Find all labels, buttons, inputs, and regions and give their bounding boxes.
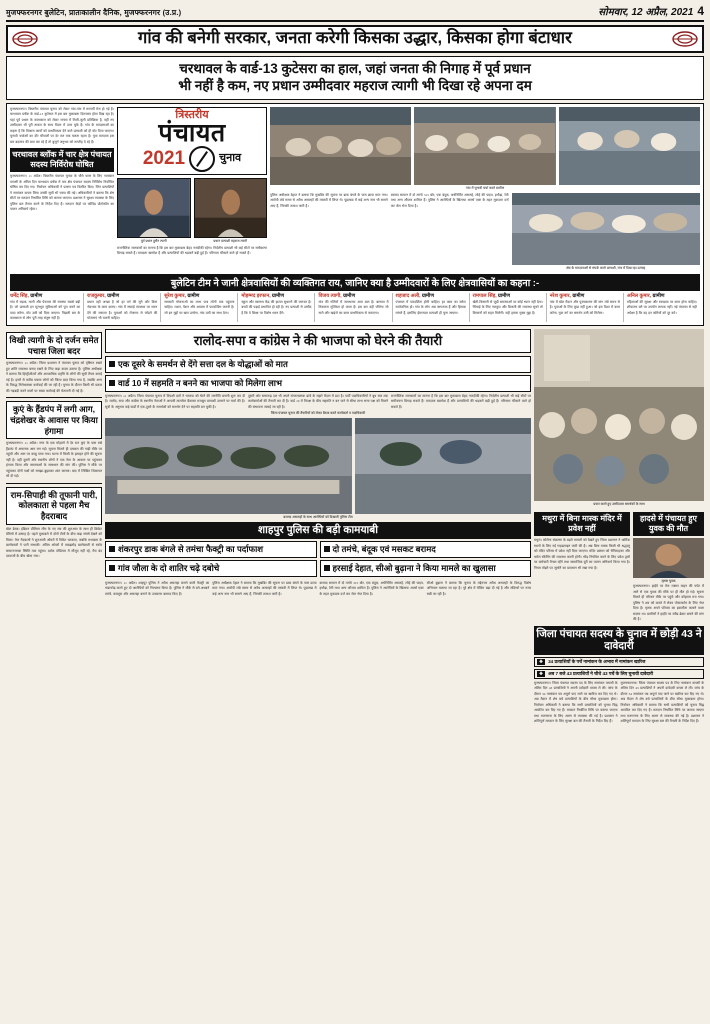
- police-body-2: पुलिस अधीक्षक देहात ने बताया कि मुखबिर की सूचना पर डाक बंगले के पास छापा मारा गया। आरोपी लंबे समय से अवैध असलहों की तस्करी में लिप्त थे। पूछताछ में कई अन्य नाम भी सामने आए हैं, जिनकी तलाश जारी है।: [212, 580, 317, 596]
- opinion-name: अनिल कुमार,: [626, 292, 652, 299]
- zila-body-columns: [534, 681, 704, 725]
- bullet-square-icon: [109, 380, 115, 386]
- police-subheads-2: [105, 560, 531, 579]
- police-photo-right-image: [355, 418, 531, 514]
- politics-body-1: मुजफ्फरनगर। 11 अप्रैल। जिला पंचायत चुनाव में विपक्षी दलों ने भाजपा को घेरने की रणनीति बनानी शुरू कर दी है। रालोद, सपा और कांग्रेस के स्थानीय नेताओं ने आपसी तालमेल बैठाकर मजबूत प्रत्याशी उतारने पर चर्चा की है। सूत्रों के अनुसार कई वार्डों में एक-दूसरे के समर्थकों को समर्थन देने पर सहमति बन चुकी है।: [105, 393, 245, 409]
- opinion-text: गांव की गलियों में जलभराव आम बात है। बरसात में निकलना मुश्किल हो जाता है। इस बार वही जीतेगा जो नाले और खड़ंजे का काम प्राथमिकता से कराएगा।: [318, 299, 389, 315]
- sub-headline-line1: चरथावल के वार्ड-13 कुटेसरा का हाल, जहां जनता की निगाह में पूर्व प्रधान: [179, 61, 531, 76]
- police-body-1: मुजफ्फरनगर। 11 अप्रैल। शाहपुर पुलिस ने अवैध असलहा बनाने वाली फैक्ट्री का भंडाफोड़ करते हुए दो आरोपियों को गिरफ्तार किया है। पुलिस ने मौके से बने-अधबने तमंचे, कारतूस और असलहा बनाने के उपकरण बरामद किए हैं।: [105, 580, 210, 596]
- police-body-4: सीओ बुढ़ाना ने बताया कि चुनाव के मद्देनजर अवैध असलहों के विरुद्ध विशेष अभियान चलाया जा रहा है। पूरे क्षेत्र में चेकिंग बढ़ा दी गई है और संदिग्धों पर नजर रखी जा रही है।: [426, 580, 531, 596]
- ornament-left-icon: [12, 30, 38, 48]
- politics-body-2: दूसरी ओर सत्तारूढ़ दल भी अपने संगठनात्मक ढांचे के सहारे मैदान में डटा है। पार्टी पदाधिकारियों ने बूथ स्तर तक कार्यकर्ताओं की तैनाती कर दी है। वार्ड 10 में विपक्ष के बीच सहमति न बन पाने से सीधा लाभ सत्ता पक्ष को मिलने की संभावना जताई जा रही है।: [248, 393, 388, 409]
- zila-point-1-text: 34 प्रत्याशियों के पर्चे नामांकन के अभाव में नामांकन खारिज: [548, 658, 646, 664]
- opinion-role: ग्रामीण: [572, 292, 585, 299]
- zila-body-1: मुजफ्फरनगर। जिला पंचायत सदस्य पद के लिए नामांकन वापसी के अंतिम दिन 43 प्रत्याशियों ने अपनी दावेदारी वापस ले ली। जांच के दौरान 34 नामांकन पत्र अपूर्ण पाए जाने पर खारिज कर दिए गए थे। अब मैदान में शेष बचे प्रत्याशियों के बीच सीधा मुकाबला होगा। निर्वाचन अधिकारी ने बताया कि सभी प्रत्याशियों को चुनाव चिह्न आवंटित कर दिए गए हैं। मतदान निर्धारित तिथि पर कराया जाएगा तथा मतगणना के लिए अलग से व्यवस्था की गई है। प्रशासन ने शांतिपूर्ण मतदान के लिए सुरक्षा बल की तैनाती के निर्देश दिए हैं।: [534, 680, 618, 724]
- logo-line-4: चुनाव: [219, 152, 242, 165]
- publication-date: सोमवार, 12 अप्रैल, 2021: [598, 7, 694, 18]
- photo-bottom-right: [512, 193, 700, 265]
- opinion-role: ग्रामीण: [107, 292, 120, 299]
- opinion-role: ग्रामीण: [343, 292, 356, 299]
- police-headline: शाहपुर पुलिस की बड़ी कामयाबी: [105, 522, 531, 539]
- right-news-column: [534, 329, 704, 725]
- politics-bullet-1: [105, 356, 531, 373]
- politics-headline: रालोद-सपा व कांग्रेस ने की भाजपा को घेरने की तैयारी: [105, 329, 531, 353]
- opinion-item: [627, 293, 700, 322]
- accident-photo: [633, 538, 704, 578]
- story-heading-handpump-fire: कुएं के हैंडपंप में लगी आग, चंद्रशेखर के आवास पर किया हंगामा: [6, 401, 102, 439]
- opinion-text: स्कूल और स्वास्थ्य केंद्र की हालत सुधारने की जरूरत है। बच्चों की पढ़ाई प्रभावित हो रही है। नए प्रत्याशी से उम्मीद है कि वे शिक्षा पर विशेष ध्यान देंगे।: [241, 299, 312, 315]
- accident-body: मुजफ्फरनगर। हाईवे पर तेज रफ्तार वाहन की चपेट में आने से एक युवक की मौके पर ही मौत हो गई। सूचना मिलते ही परिजन मौके पर पहुंचे और कोहराम मच गया। पुलिस ने शव को कब्जे में लेकर पोस्टमार्टम के लिए भेज दिया है। मृतक अपने परिवार का इकलौता कमाने वाला सदस्य था। ग्रामीणों ने हाईवे पर स्पीड ब्रेकर बनाने की मांग की है।: [632, 584, 704, 622]
- police-photo-left: [105, 418, 352, 514]
- masthead: [6, 4, 704, 22]
- story-body-cricket: खेल डेस्क। इंडियन प्रीमियर लीग के नए सत्र की शुरुआत के साथ ही क्रिकेट प्रेमियों में उत्साह है। पहले मुकाबले में दोनों टीमों के बीच कड़ा संघर्ष देखने को मिला। तेज गेंदबाजों ने शुरुआती ओवरों में विकेट चटकाए, जबकि मध्यक्रम के बल्लेबाजों ने पारी संभाली। अंतिम ओवरों में ताबड़तोड़ बल्लेबाजी से स्कोर सम्मानजनक स्थिति तक पहुंचा। दर्शक स्टेडियम में मौजूद नहीं रहे, मैच बंद दरवाजों के बीच खेला गया।: [6, 526, 102, 559]
- politics-bullet-1-text: एक दूसरे के समर्थन से देंगे सत्ता दल के योद्धाओं को मात: [118, 358, 288, 369]
- portrait-right-caption: प्रधान प्रत्याशी महराज त्यागी: [213, 238, 248, 243]
- crowd-photo-image: [534, 329, 704, 501]
- middle-news-column: [105, 329, 531, 725]
- photo-top-left: [270, 107, 411, 185]
- logo-line-1: त्रिस्तरीय: [175, 108, 209, 121]
- lead-column-b-text: राजनीतिक जानकारों का मानना है कि इस बार मुकाबला बेहद नजदीकी रहेगा। निर्दलीय प्रत्याशी भी कई सीटों पर समीकरण बिगाड़ सकते हैं। मतदाता खामोश हैं और प्रत्याशियों की धड़कनें बढ़ी हुई हैं। परिणाम चौंकाने वाले हो सकते हैं।: [117, 245, 267, 256]
- opinion-name: धर्मेंद्र सिंह,: [10, 292, 29, 299]
- left-news-column: [6, 329, 102, 725]
- crowd-photo-caption: प्रचार करते हुए उम्मीदवार समर्थकों के साथ: [593, 501, 645, 506]
- photo-top-right: [559, 107, 700, 185]
- police-body-columns: [105, 581, 531, 598]
- portrait-left-caption: पूर्व प्रधान हुसैन त्यागी: [140, 238, 167, 243]
- opinion-text: सरकारी योजनाओं का लाभ पात्र लोगों तक पहुंचना चाहिए। राशन, पेंशन और आवास में पारदर्शिता जरूरी है। जो इन मुद्दों पर खरा उतरेगा, गांव उसी का साथ देगा।: [164, 299, 235, 315]
- banner-headline-box: [6, 25, 704, 53]
- bulletin-opinion-strip-title: बुलेटिन टीम ने जानी क्षेत्रवासियों की व्यक्तिगत राय, जानिए क्या है उम्मीदवारों के लिए क्षेत्रवासियों का कहना :-: [10, 274, 700, 291]
- sub-headline-line2: भी नहीं है कम, नए प्रधान उम्मीदवार महराज त्यागी भी दिखा रहे अपना दम: [178, 77, 532, 93]
- bullet-square-icon: [324, 546, 330, 552]
- opinion-name: शहजाद अली,: [395, 292, 421, 299]
- police-photo-left-image: [105, 418, 352, 514]
- zila-point-2-text: अब 7 बजे 43 प्रत्याशियों ने चौथे 43 पर्चे के लिए चुनावी दावेदारी: [548, 670, 654, 676]
- politics-body-3: राजनीतिक जानकारों का मानना है कि इस बार मुकाबला बेहद नजदीकी रहेगा। निर्दलीय प्रत्याशी भी कई सीटों पर समीकरण बिगाड़ सकते हैं। मतदाता खामोश हैं और प्रत्याशियों की धड़कनें बढ़ी हुई हैं। परिणाम चौंकाने वाले हो सकते हैं।: [391, 393, 531, 409]
- opinion-name: राजकुमार,: [87, 292, 106, 299]
- zila-point-2: [534, 669, 704, 679]
- nirvirodh-box-heading: चरथावल ब्लॉक में चार क्षेत्र पंचायत सदस्य निर्विरोध घोषित: [10, 148, 114, 172]
- zila-headline: जिला पंचायत सदस्य के चुनाव में छोड़ी 43 ने दावेदारी: [534, 626, 704, 655]
- right-two-stories: [534, 509, 704, 623]
- lead-text-column: [10, 107, 114, 271]
- photo-column-text-1: पुलिस अधीक्षक देहात ने बताया कि मुखबिर की सूचना पर डाक बंगले के पास छापा मारा गया। आरोपी लंबे समय से अवैध असलहों की तस्करी में लिप्त थे। पूछताछ में कई अन्य नाम भी सामने आए हैं, जिनकी तलाश जारी है।: [270, 192, 388, 208]
- photo-column: [270, 107, 700, 271]
- opinion-name: मोहम्मद इरफान,: [241, 292, 271, 299]
- lead-story-block: [6, 103, 704, 326]
- opinion-text: प्रधान वही अच्छा है जो हर वर्ग की सुने और बिना भेदभाव के काम कराए। गांव में सफाई व्यवस्था पर ध्यान देने की जरूरत है। युवाओं को रोजगार से जोड़ने की योजनाएं भी चलनी चाहिए।: [87, 299, 158, 321]
- opinion-item: [164, 293, 238, 322]
- police-sub-1-text: शंकरपुर डाक बंगले से तमंचा फैक्ट्री का पर्दाफाश: [118, 543, 264, 554]
- photo-top-middle-image: [414, 107, 555, 185]
- opinion-item: [10, 293, 84, 322]
- top-photo-caption: गांव में चुनावी चर्चा करते ग्रामीण: [465, 185, 505, 190]
- point-marker-icon: ❖: [539, 658, 544, 664]
- mathura-body: मथुरा। कोरोना संक्रमण के बढ़ते मामलों को देखते हुए जिला प्रशासन ने धार्मिक स्थलों के लिए नई गाइडलाइन जारी की है। अब बिना मास्क किसी भी श्रद्धालु को मंदिर परिसर में प्रवेश नहीं दिया जाएगा। मंदिर प्रबंधन को सैनिटाइजर और थर्मल स्कैनिंग की व्यवस्था करनी होगी। भीड़ नियंत्रित करने के लिए प्रवेश द्वारों पर कर्मचारी तैनात रहेंगे तथा सामाजिक दूरी का पालन अनिवार्य किया गया है। नियम तोड़ने पर जुर्माने का प्रावधान भी रखा गया है।: [534, 538, 630, 570]
- opinion-name: विजय त्यागी,: [318, 292, 342, 299]
- accident-photo-image: [633, 538, 704, 578]
- logo-and-text-column: [117, 107, 267, 271]
- photo-bottom-right-image: [512, 193, 700, 265]
- lower-section: [6, 329, 704, 725]
- accident-photo-caption: मृतक युवक: [661, 579, 676, 584]
- politics-photo-caption: जिला पंचायत चुनाव की तैयारियों को लेकर बैठक करते कार्यकर्ता व पदाधिकारी: [270, 411, 366, 416]
- opinion-text: गांव में सड़क, नाली और पेयजल की समस्या सबसे बड़ी है। जो प्रत्याशी इन मूलभूत सुविधाओं को पूरा करने का वादा करेगा, वोट उसी को दिया जाएगा। पिछली बार के कामकाज से लोग पूरी तरह संतुष्ट नहीं हैं।: [10, 299, 81, 321]
- opinion-item: [396, 293, 470, 322]
- story-heading-cricket: राम-सिपाही की तूफानी पारी, कोलकाता से पहला मैच हैदराबाद: [6, 487, 102, 525]
- portrait-photo-left: [117, 178, 191, 238]
- photo-top-middle: [414, 107, 555, 185]
- accident-headline: हादसे में पंचायत हुए युवक की मौत: [633, 512, 704, 536]
- portrait-photo-right: [194, 178, 268, 238]
- opinion-role: ग्रामीण: [187, 292, 200, 299]
- mathura-headline: मथुरा में बिना मास्क मंदिर में प्रवेश नहीं: [534, 512, 630, 536]
- zila-body-2: मुजफ्फरनगर। जिला पंचायत सदस्य पद के लिए नामांकन वापसी के अंतिम दिन 43 प्रत्याशियों ने अपनी दावेदारी वापस ले ली। जांच के दौरान 34 नामांकन पत्र अपूर्ण पाए जाने पर खारिज कर दिए गए थे। अब मैदान में शेष बचे प्रत्याशियों के बीच सीधा मुकाबला होगा। निर्वाचन अधिकारी ने बताया कि सभी प्रत्याशियों को चुनाव चिह्न आवंटित कर दिए गए हैं। मतदान निर्धारित तिथि पर कराया जाएगा तथा मतगणना के लिए अलग से व्यवस्था की गई है। प्रशासन ने शांतिपूर्ण मतदान के लिए सुरक्षा बल की तैनाती के निर्देश दिए हैं।: [620, 680, 704, 724]
- politics-bullet-2: [105, 375, 531, 392]
- opinion-item: [87, 293, 161, 322]
- top-photo-row: [270, 107, 700, 185]
- sub-headline-box: [6, 56, 704, 100]
- police-photo-row: [105, 418, 531, 514]
- police-photo-caption: बरामद असलहों के साथ आरोपियों को दिखाती पुलिस टीम: [283, 515, 353, 520]
- police-sub-3: [105, 560, 317, 577]
- bullet-square-icon: [109, 565, 115, 571]
- police-body-3: बरामद सामान में दो तमंचे 315 बोर, एक बंदूक, अर्धनिर्मित असलहे, लोहे की पाइप, हथौड़ा, रेती तथा अन्य औजार शामिल हैं। पुलिस ने आरोपियों के खिलाफ आर्म्स एक्ट के तहत मुकदमा दर्ज कर जेल भेज दिया है।: [319, 580, 424, 596]
- bottom-right-caption: क्षेत्र के मतदाताओं से संपर्क करते प्रत्याशी, गांव में दिख रहा उत्साह: [566, 265, 646, 270]
- publication-name: मुजफ्फरनगर बुलेटिन, प्रातःकालीन दैनिक, मुजफ्फरनगर (उ.प्र.): [6, 8, 182, 17]
- nirvirodh-box-body: मुजफ्फरनगर। 11 अप्रैल। त्रिस्तरीय पंचायत चुनाव के चौथे चरण के लिए नामांकन वापसी के अंतिम दिन चरथावल ब्लॉक में चार क्षेत्र पंचायत सदस्य निर्विरोध निर्वाचित घोषित कर दिए गए। निर्वाचन अधिकारी ने प्रमाण पत्र वितरित किए। जिन प्रत्याशियों ने नामांकन वापस लिया उनकी सूची भी चस्पा की गई। अधिकारियों ने बताया कि शेष सीटों पर मतदान निर्धारित तिथि को कराया जाएगा। प्रशासन ने सुरक्षा व्यवस्था के लिए पुलिस बल तैनात करने के निर्देश दिए हैं। मतदान केंद्रों पर कोविड प्रोटोकॉल का पालन अनिवार्य रहेगा।: [10, 174, 114, 212]
- police-sub-2: [320, 541, 532, 558]
- opinion-text: पंचायत में पारदर्शिता होनी चाहिए। हर काम का ब्योरा सार्वजनिक हो। गांव के लोग अब जागरूक हैं और हिसाब मांगते हैं, इसलिए ईमानदार प्रत्याशी ही चुना जाएगा।: [395, 299, 466, 315]
- police-sub-3-text: गांव जौला के दो शातिर चढ़े दबोचे: [118, 562, 220, 573]
- politics-bullet-2-text: वार्ड 10 में सहमति न बनने का भाजपा को मिलेगा लाभ: [118, 377, 282, 388]
- opinion-role: ग्रामीण: [30, 292, 43, 299]
- opinion-name: रामपाल सिंह,: [472, 292, 497, 299]
- logo-year: 2021: [142, 148, 186, 170]
- opinion-name: नरेश कुमार,: [549, 292, 571, 299]
- story-heading-jila-badar: विखी त्यागी के दो दर्जन समेत पचास जिला बदर: [6, 332, 102, 359]
- bullet-square-icon: [109, 361, 115, 367]
- story-body-handpump-fire: मुजफ्फरनगर। 11 अप्रैल। नगर के एक मोहल्ले में देर रात कुएं के पास रखे हैंडपंप में अचानक आग लग गई। सूचना मिलते ही दमकल की गाड़ी मौके पर पहुंची और आग पर काबू पाया गया। घटना में किसी के हताहत होने की सूचना नहीं है। वहीं दूसरी ओर स्थानीय लोगों ने एक नेता के आवास पर पहुंचकर हंगामा किया और समस्याओं के समाधान की मांग की। पुलिस ने मौके पर पहुंचकर दोनों पक्षों को समझा-बुझाकर शांत कराया। बाद में लिखित शिकायत भी दी गई।: [6, 441, 102, 479]
- crowd-photo: [534, 329, 704, 501]
- zila-point-1: [534, 657, 704, 667]
- bullet-square-icon: [324, 565, 330, 571]
- logo-line-2: पंचायत: [158, 118, 226, 147]
- opinion-item: [241, 293, 315, 322]
- photo-column-text-2: बरामद सामान में दो तमंचे 315 बोर, एक बंदूक, अर्धनिर्मित असलहे, लोहे की पाइप, हथौड़ा, रेती तथा अन्य औजार शामिल हैं। पुलिस ने आरोपियों के खिलाफ आर्म्स एक्ट के तहत मुकदमा दर्ज कर जेल भेज दिया है।: [390, 192, 509, 208]
- opinion-item: [473, 293, 547, 322]
- police-sub-1: [105, 541, 317, 558]
- opinion-item: [550, 293, 624, 322]
- opinion-role: ग्रामीण: [498, 292, 511, 299]
- masthead-right: [598, 4, 704, 18]
- page-number: 4: [697, 4, 704, 18]
- bullet-square-icon: [109, 546, 115, 552]
- police-sub-4: [320, 560, 532, 577]
- ornament-right-icon: [672, 30, 698, 48]
- police-sub-4-text: हरसाई देहात, सीओ बुढ़ाना ने किया मामले का खुलासा: [332, 562, 496, 573]
- lead-body: मुजफ्फरनगर। त्रिस्तरीय पंचायत चुनाव को लेकर गांव-गांव में सरगर्मी तेज हो गई है। चरथावल ब्लॉक के वार्ड-13 कुटेसरा में इस बार मुकाबला दिलचस्प होता दिख रहा है। यहां पूर्व प्रधान के कामकाज को लेकर जनता में मिली-जुली प्रतिक्रिया है, वहीं नए उम्मीदवार भी पूरी ताकत के साथ मैदान में उतर चुके हैं। गांव के मतदाताओं का कहना है कि विकास कार्यों को प्राथमिकता देने वाले प्रत्याशी को ही वोट दिया जाएगा। चुनावी चर्चाओं का दौर चौपालों पर देर रात तक चलता रहता है। युवा मतदाता इस बार बदलाव की बात कर रहे हैं तो बुजुर्ग अनुभव को तरजीह दे रहे हैं।: [10, 106, 114, 144]
- opinion-name: सुरेश कुमार,: [164, 292, 186, 299]
- portrait-right-image: [195, 179, 267, 237]
- photo-top-left-image: [270, 107, 411, 185]
- opinion-role: ग्रामीण: [421, 292, 434, 299]
- opinion-text: गांव में खेल मैदान और पुस्तकालय की मांग लंबे समय से है। युवाओं के लिए कुछ नहीं हुआ। जो इस दिशा में काम करेगा, युवा वर्ग का समर्थन उसी को मिलेगा।: [549, 299, 620, 315]
- opinion-text: महिलाओं की सुरक्षा और स्वच्छता पर काम होना चाहिए। शौचालय बने पर उपयोग लायक नहीं। नई पंचायत से यही अपेक्षा है कि वह इन कमियों को दूर करे।: [626, 299, 697, 315]
- opinion-item: [318, 293, 392, 322]
- story-body-jila-badar: मुजफ्फरनगर। 11 अप्रैल। जिला प्रशासन ने पंचायत चुनाव को दृष्टिगत रखते हुए शांति व्यवस्था बनाए रखने के लिए कड़ा कदम उठाया है। पुलिस अधीक्षक ने बताया कि हिस्ट्रीशीटरों और आपराधिक प्रवृत्ति के लोगों की सूची तैयार कराई गई है। इनमें से करीब पचास लोगों को जिला बदर किया गया है, जबकि अन्य के विरुद्ध निरोधात्मक कार्रवाई की जा रही है। चुनाव के दौरान किसी भी प्रकार की गड़बड़ी करने वालों पर सख्त कार्रवाई की चेतावनी दी गई है।: [6, 361, 102, 393]
- politics-body-columns: [105, 394, 531, 411]
- police-subheads: [105, 541, 531, 560]
- point-marker-icon: ❖: [539, 670, 544, 676]
- election-seal-icon: [189, 146, 215, 172]
- portrait-photo-row: [117, 178, 267, 244]
- panchayat-election-logo: [117, 107, 267, 175]
- police-sub-2-text: दो तमंचे, बंदूक एवं मसकट बरामद: [332, 543, 436, 554]
- opinion-text: खेती-किसानी से जुड़ी समस्याओं पर कोई ध्यान नहीं देता। सिंचाई के लिए नलकूप और बिजली की व्यवस्था सुधरे तो किसानों को राहत मिलेगी। यही हमारा मुख्य मुद्दा है।: [472, 299, 543, 315]
- portrait-left-image: [118, 179, 190, 237]
- banner-headline: गांव की बनेगी सरकार, जनता करेगी किसका उद्धार, किसका होगा बंटाधार: [138, 29, 572, 48]
- police-photo-right: [355, 418, 531, 514]
- opinion-role: ग्रामीण: [272, 292, 285, 299]
- photo-top-right-image: [559, 107, 700, 185]
- bulletin-opinion-grid: [10, 293, 700, 322]
- opinion-role: ग्रामीण: [652, 292, 665, 299]
